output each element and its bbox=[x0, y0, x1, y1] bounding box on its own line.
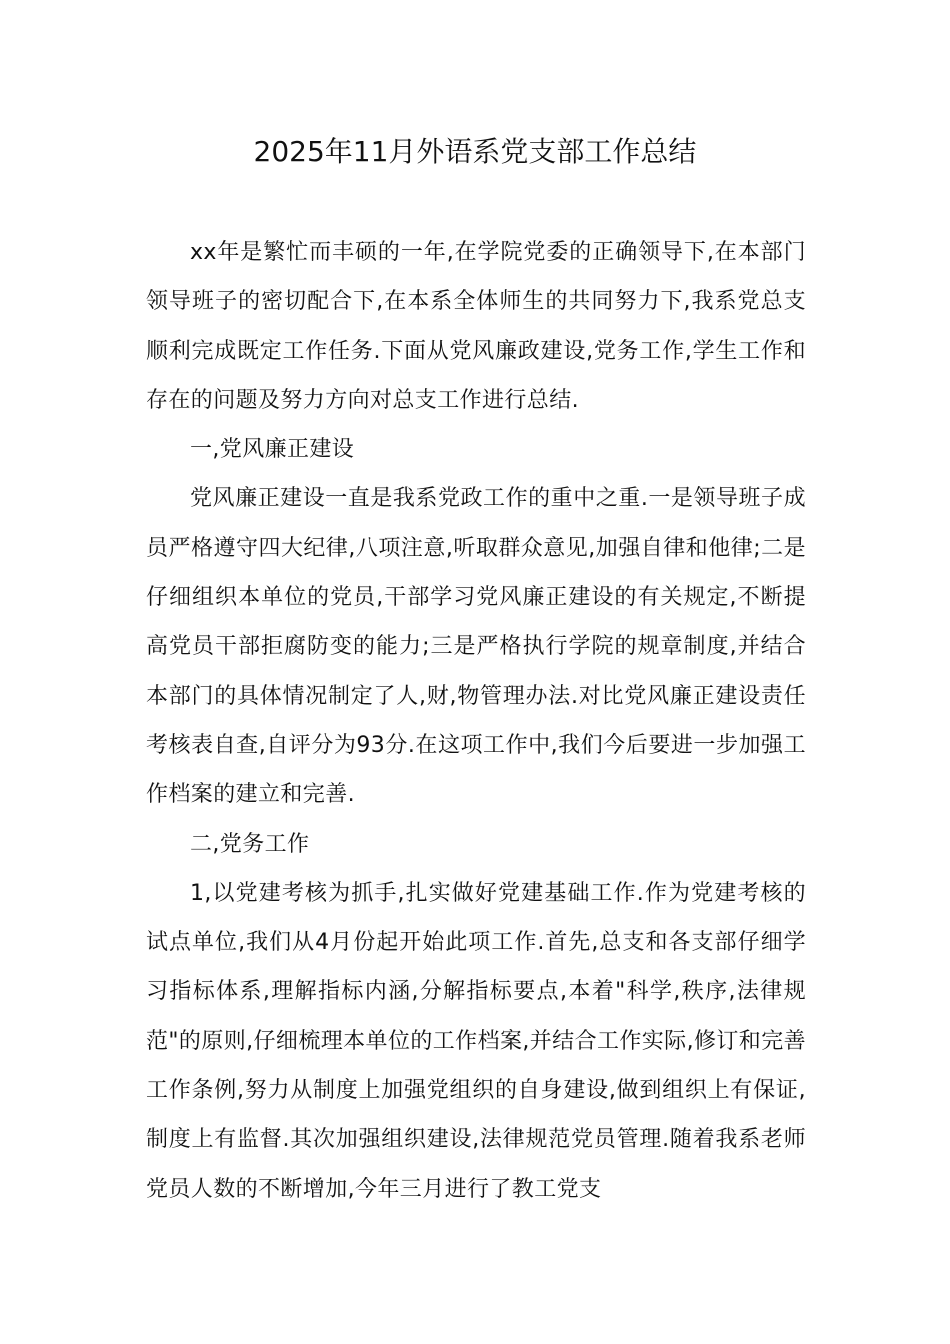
document-title: 2025年11月外语系党支部工作总结 bbox=[253, 135, 697, 168]
paragraph-intro: xx年是繁忙而丰硕的一年,在学院党委的正确领导下,在本部门领导班子的密切配合下,在本系全体师生的共同努力下,我系党总支顺利完成既定工作任务.下面从党风廉政建设,党务工作,学生工作和存在的问题及努力方向对总支工作进行总结. bbox=[146, 240, 806, 413]
section-heading-2: 二,党务工作 bbox=[190, 831, 310, 857]
paragraph-section-1: 党风廉正建设一直是我系党政工作的重中之重.一是领导班子成员严格遵守四大纪律,八项注意,听取群众意见,加强自律和他律;二是仔细组织本单位的党员,干部学习党风廉正建设的有关规定,不断提高党员干部拒腐防变的能力;三是严格执行学院的规章制度,并结合本部门的具体情况制定了人,财,物管理办法.对比党风廉正建设责任考核表自查,自评分为93分.在这项工作中,我们今后要进一步加强工作档案的建立和完善. bbox=[146, 486, 806, 808]
section-heading-1: 一,党风廉正建设 bbox=[190, 437, 355, 463]
paragraph-section-2: 1,以党建考核为抓手,扎实做好党建基础工作.作为党建考核的试点单位,我们从4月份起开始此项工作.首先,总支和各支部仔细学习指标体系,理解指标内涵,分解指标要点,本着"科学,秩序,法律规范"的原则,仔细梳理本单位的工作档案,并结合工作实际,修订和完善工作条例,努力从制度上加强党组织的自身建设,做到组织上有保证,制度上有监督.其次加强组织建设,法律规范党员管理.随着我系老师党员人数的不断增加,今年三月进行了教工党支 bbox=[146, 880, 806, 1202]
document-body bbox=[146, 228, 806, 1214]
